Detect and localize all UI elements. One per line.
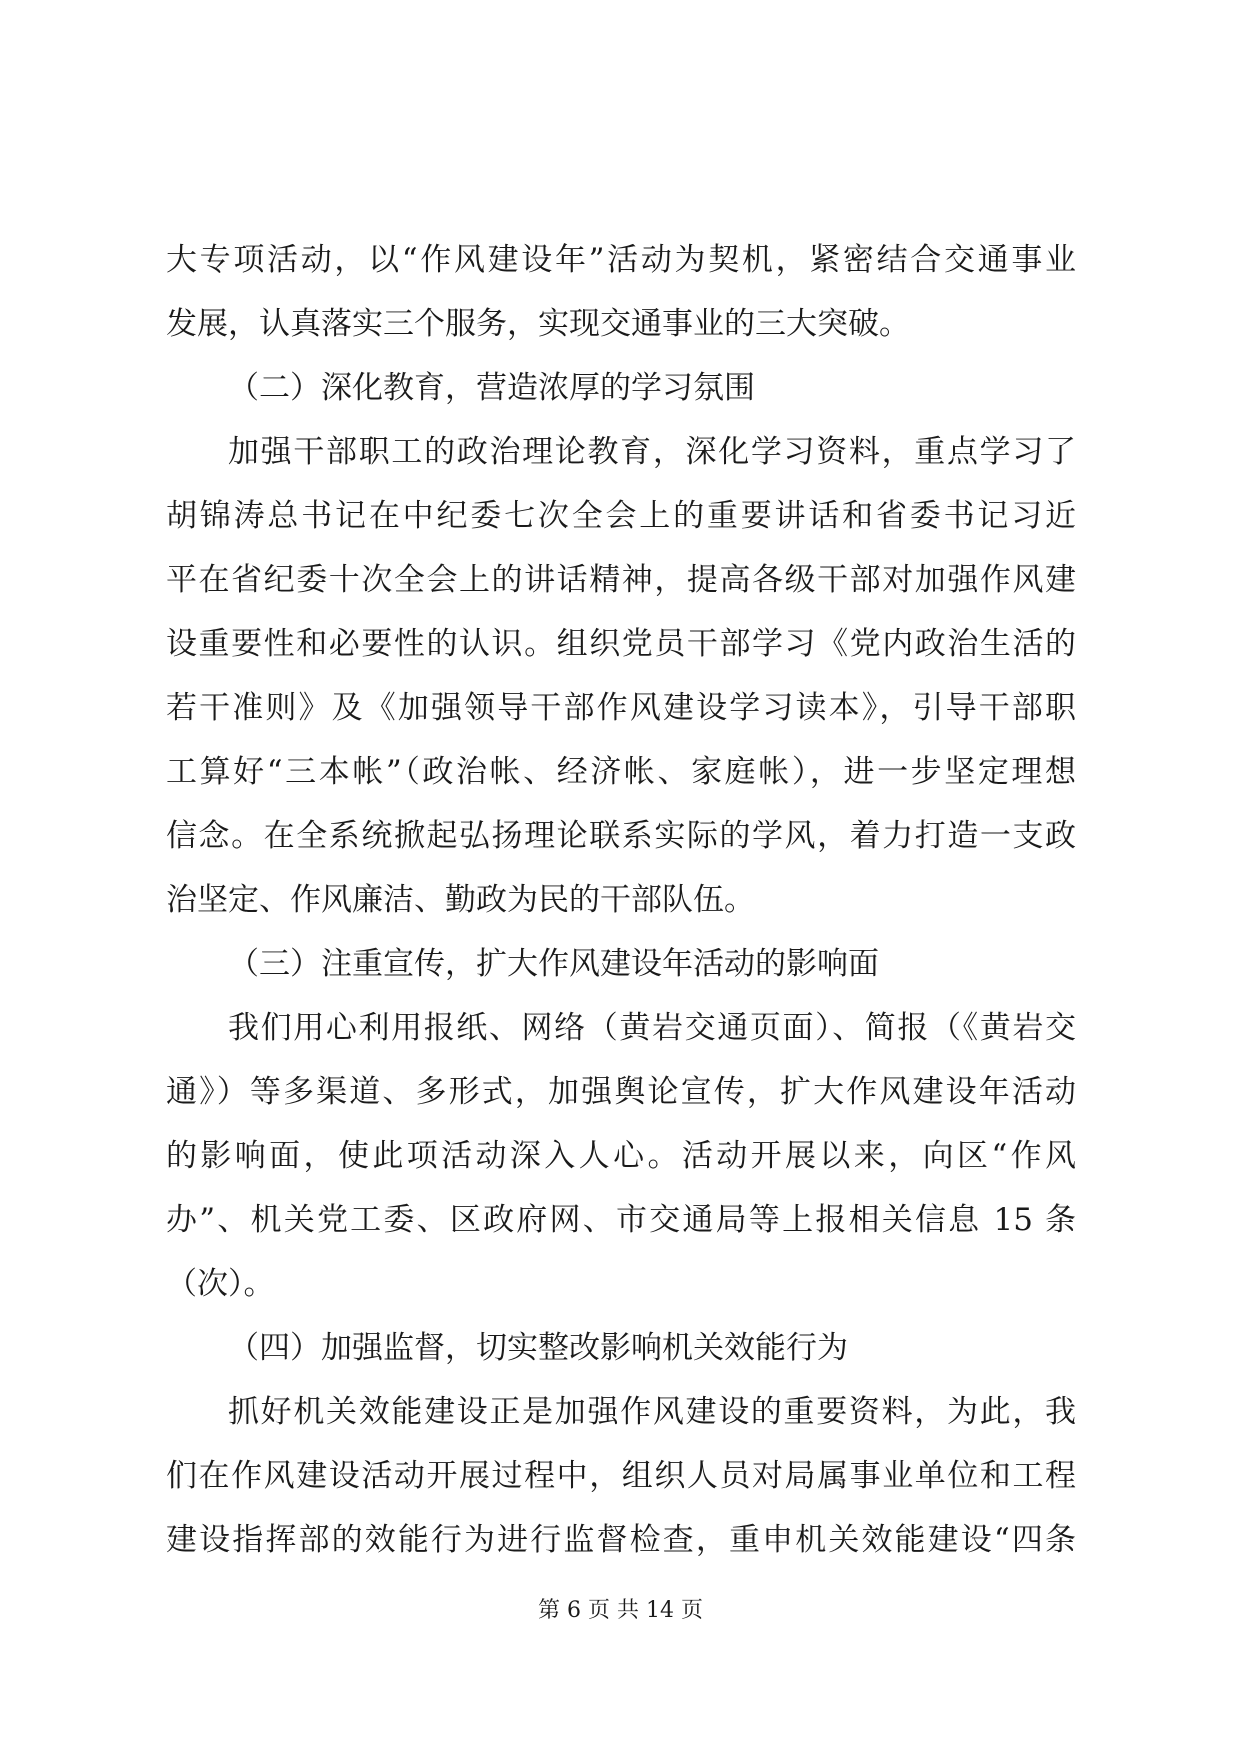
- body-text-line: 信念。在全系统掀起弘扬理论联系实际的学风，着力打造一支政: [166, 818, 1076, 854]
- body-text-line: 工算好“三本帐”（政治帐、经济帐、家庭帐），进一步坚定理想: [166, 754, 1076, 790]
- paragraph-first-line: 加强干部职工的政治理论教育，深化学习资料，重点学习了: [228, 434, 1076, 470]
- body-text-line: （次）。: [166, 1266, 275, 1302]
- body-text-line: 通》）等多渠道、多形式，加强舆论宣传，扩大作风建设年活动: [166, 1074, 1076, 1110]
- paragraph-first-line: 我们用心利用报纸、网络（黄岩交通页面）、简报（《黄岩交: [228, 1010, 1076, 1046]
- body-text-line: 建设指挥部的效能行为进行监督检查，重申机关效能建设“四条: [166, 1522, 1076, 1558]
- body-text-line: 发展，认真落实三个服务，实现交通事业的三大突破。: [166, 306, 910, 342]
- body-text-line: 的影响面，使此项活动深入人心。活动开展以来，向区“作风: [166, 1138, 1076, 1174]
- body-text-line: 胡锦涛总书记在中纪委七次全会上的重要讲话和省委书记习近: [166, 498, 1076, 534]
- body-text-line: 若干准则》及《加强领导干部作风建设学习读本》，引导干部职: [166, 690, 1076, 726]
- section-heading: （四）加强监督，切实整改影响机关效能行为: [228, 1330, 848, 1366]
- body-text-line: 办”、机关党工委、区政府网、市交通局等上报相关信息 15 条: [166, 1202, 1076, 1238]
- section-heading: （二）深化教育，营造浓厚的学习氛围: [228, 370, 755, 406]
- section-heading: （三）注重宣传，扩大作风建设年活动的影响面: [228, 946, 879, 982]
- body-text-line: 们在作风建设活动开展过程中，组织人员对局属事业单位和工程: [166, 1458, 1076, 1494]
- body-text-line: 大专项活动，以“作风建设年”活动为契机，紧密结合交通事业: [166, 242, 1076, 278]
- page-number-footer: 第 6 页 共 14 页: [538, 1598, 703, 1623]
- document-body: [166, 228, 1076, 1572]
- paragraph-first-line: 抓好机关效能建设正是加强作风建设的重要资料，为此，我: [228, 1394, 1076, 1430]
- body-text-line: 治坚定、作风廉洁、勤政为民的干部队伍。: [166, 882, 755, 918]
- body-text-line: 设重要性和必要性的认识。组织党员干部学习《党内政治生活的: [166, 626, 1076, 662]
- body-text-line: 平在省纪委十次全会上的讲话精神，提高各级干部对加强作风建: [166, 562, 1076, 598]
